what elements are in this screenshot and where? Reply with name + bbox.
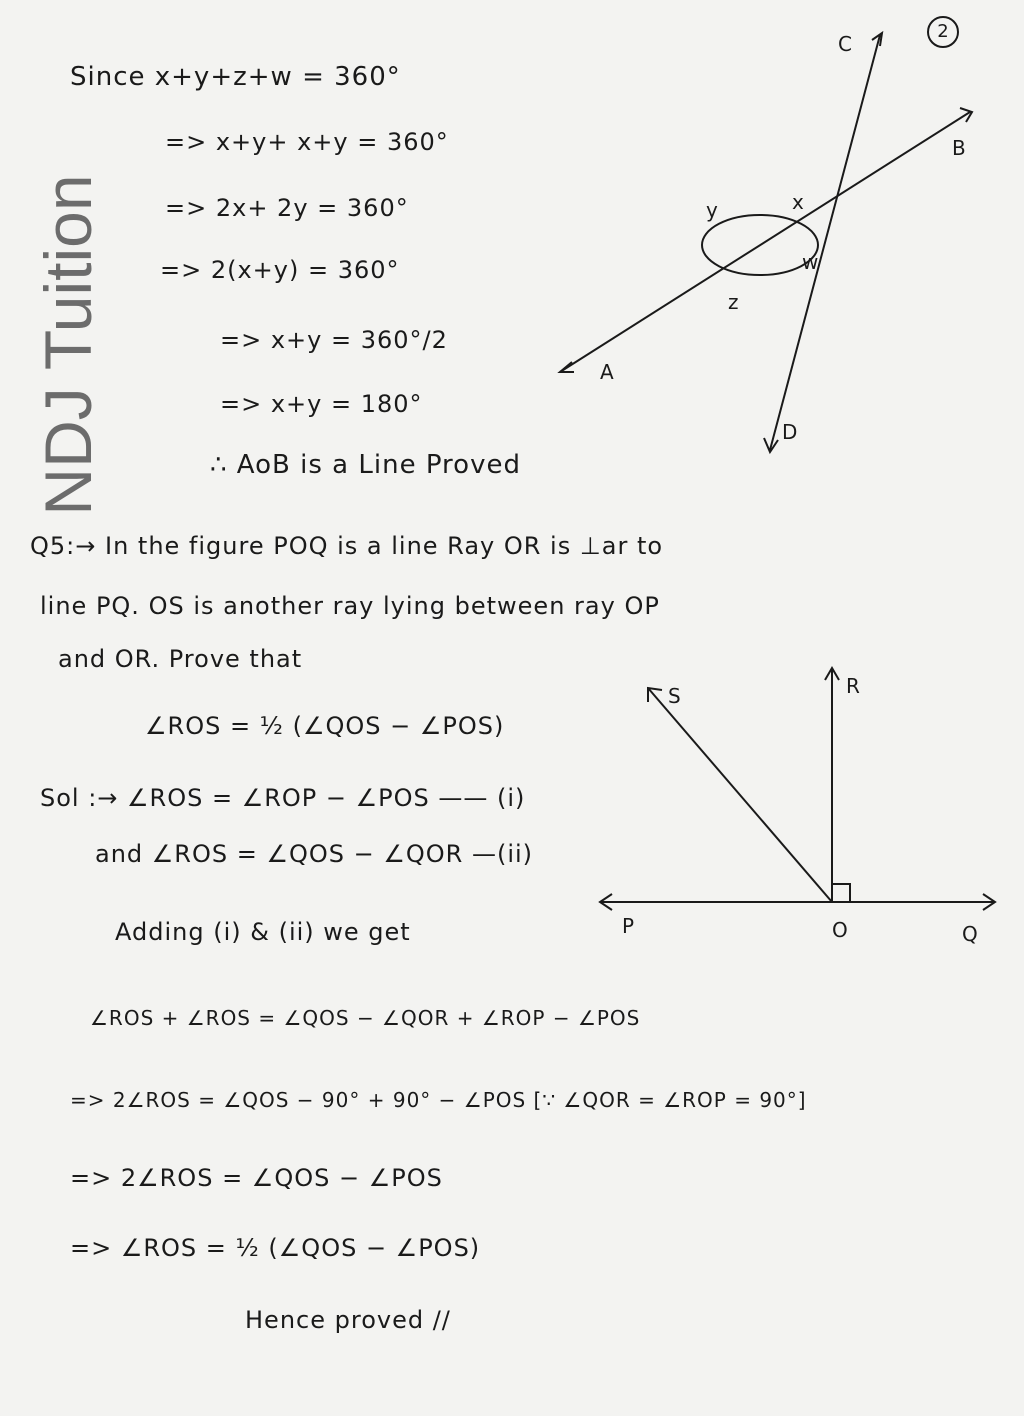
q5-solution-line-1: Sol :→ ∠ROS = ∠ROP − ∠POS —— (i) <box>40 784 526 812</box>
q5-question-line-2: line PQ. OS is another ray lying between ray OP <box>40 592 660 620</box>
fig1-label-c: C <box>838 32 852 56</box>
page-number: 2 <box>927 16 959 48</box>
q5-question-line-3: and OR. Prove that <box>58 645 303 673</box>
ray-os <box>648 688 832 902</box>
fig1-label-d: D <box>782 420 798 444</box>
right-angle-mark <box>832 884 850 902</box>
fig1-label-y: y <box>706 198 718 222</box>
q5-solution-line-2: and ∠ROS = ∠QOS − ∠QOR —(ii) <box>95 840 534 868</box>
q5-solution-line-3: Adding (i) & (ii) we get <box>115 918 411 946</box>
proof1-line-5: => x+y = 360°/2 <box>220 326 448 354</box>
q5-solution-line-7: => ∠ROS = ½ (∠QOS − ∠POS) <box>70 1234 481 1262</box>
proof1-line-1: Since x+y+z+w = 360° <box>70 62 401 92</box>
fig1-label-b: B <box>952 136 966 160</box>
q5-solution-line-4: ∠ROS + ∠ROS = ∠QOS − ∠QOR + ∠ROP − ∠POS <box>90 1006 641 1030</box>
proof1-line-3: => 2x+ 2y = 360° <box>165 194 409 222</box>
fig1-label-z: z <box>728 290 739 314</box>
fig2-label-p: P <box>622 914 635 938</box>
fig2-label-o: O <box>832 918 848 942</box>
fig1-label-w: w <box>802 250 819 274</box>
fig2-label-r: R <box>846 674 860 698</box>
watermark: NDJ Tuition <box>30 174 105 516</box>
q5-hence-proved: Hence proved // <box>245 1306 451 1334</box>
q5-to-prove: ∠ROS = ½ (∠QOS − ∠POS) <box>145 712 505 740</box>
fig2-label-q: Q <box>962 922 978 946</box>
proof1-conclusion: ∴ AoB is a Line Proved <box>210 450 521 480</box>
q5-question-line-1: Q5:→ In the figure POQ is a line Ray OR is ⊥ar to <box>30 532 664 560</box>
q5-solution-line-6: => 2∠ROS = ∠QOS − ∠POS <box>70 1164 443 1192</box>
proof1-line-6: => x+y = 180° <box>220 390 423 418</box>
fig1-label-x: x <box>792 190 804 214</box>
proof1-line-4: => 2(x+y) = 360° <box>160 256 400 284</box>
fig1-label-a: A <box>600 360 614 384</box>
q5-solution-line-5: => 2∠ROS = ∠QOS − 90° + 90° − ∠POS [∵ ∠QOR = ∠ROP = 90°] <box>70 1088 807 1112</box>
fig2-label-s: S <box>668 684 681 708</box>
proof1-line-2: => x+y+ x+y = 360° <box>165 128 449 156</box>
